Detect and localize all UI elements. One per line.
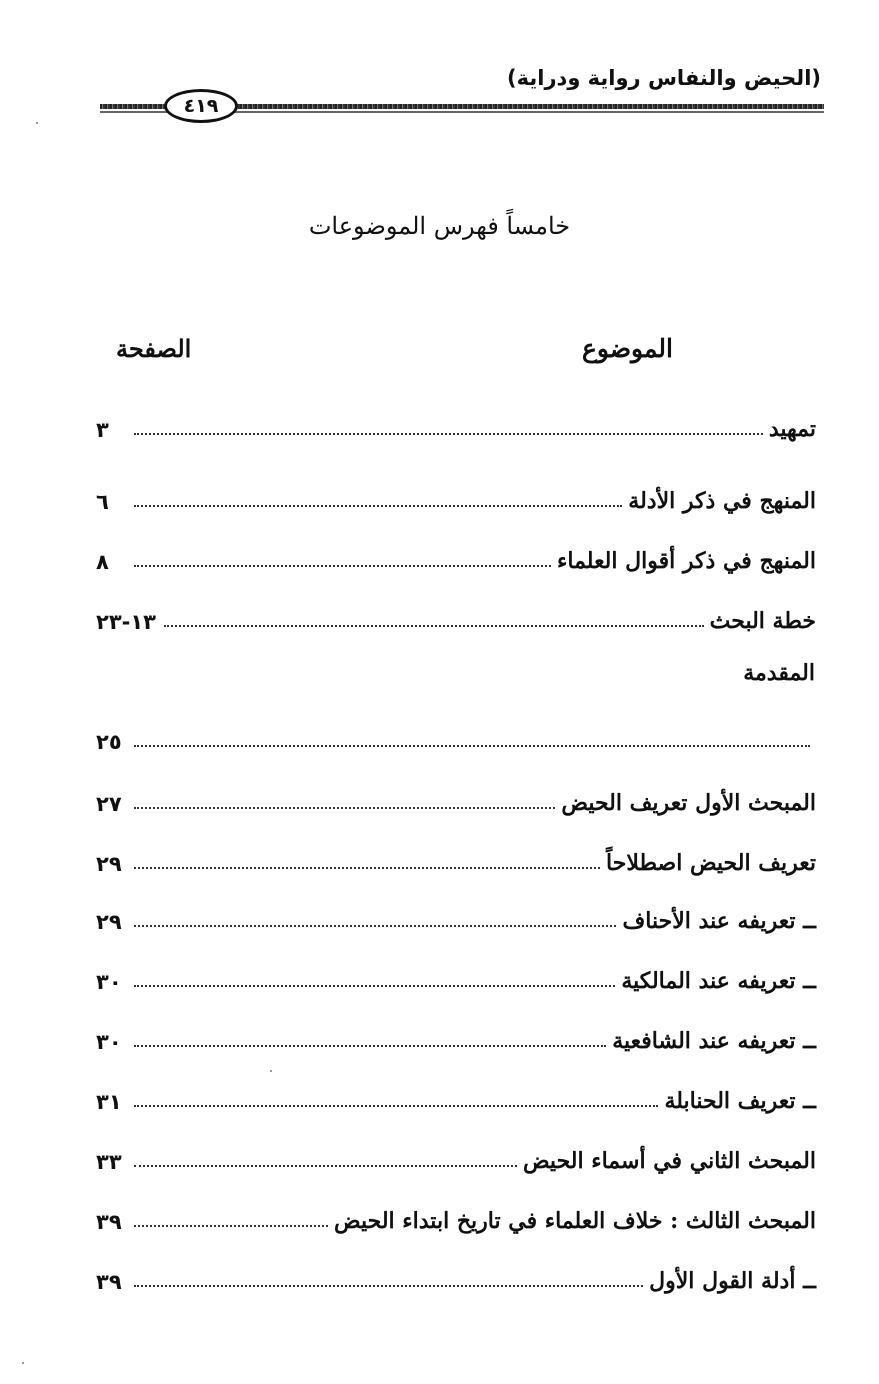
dot-leader xyxy=(134,433,763,435)
toc-entry-text: المبحث الثاني في أسماء الحيض xyxy=(522,1148,816,1174)
dot-leader xyxy=(134,1105,658,1107)
dot-leader xyxy=(134,505,622,507)
toc-entry xyxy=(96,1256,816,1294)
toc-entry-page: ٣٩ xyxy=(96,1210,122,1234)
toc-entry-text: تمهيد xyxy=(768,416,816,442)
toc-entry-page: ٣٩ xyxy=(96,1270,122,1294)
toc-entry xyxy=(96,596,816,634)
toc-entry-page: ٨ xyxy=(96,550,109,574)
toc-entry-text: ــ تعريفه عند الشافعية xyxy=(612,1028,816,1054)
toc-entry xyxy=(96,956,816,994)
toc-entry xyxy=(96,778,816,816)
toc-entry-text: المبحث الثالث : خلاف العلماء في تاريخ ابتداء الحيض xyxy=(334,1208,816,1234)
toc-entry xyxy=(96,1076,816,1114)
toc-entry-text: خطة البحث xyxy=(709,608,816,634)
toc-entry xyxy=(96,536,816,574)
toc-entry-page: ٢٩ xyxy=(96,852,122,876)
toc-entry xyxy=(96,716,816,754)
dot-leader xyxy=(134,745,810,747)
toc-entry-text: ــ تعريف الحنابلة xyxy=(664,1088,816,1114)
toc-entry-page: ٢٥ xyxy=(96,730,122,754)
toc-entry-text: المنهج في ذكر أقوال العلماء xyxy=(557,548,816,574)
dot-leader xyxy=(134,807,555,809)
toc-entry-page: ٦ xyxy=(96,490,109,514)
toc-entry-page: ٣٠ xyxy=(96,1030,122,1054)
toc-entry xyxy=(96,1196,816,1234)
dot-leader xyxy=(134,925,616,927)
toc-entry-text: ــ تعريفه عند الأحناف xyxy=(622,908,816,934)
section-title: خامساً فهرس الموضوعات xyxy=(308,212,571,240)
toc-entry-page: ٢٧ xyxy=(96,792,122,816)
toc-entry-page: ٣١ xyxy=(96,1090,122,1114)
scan-speck xyxy=(22,1362,24,1364)
dot-leader xyxy=(134,1045,606,1047)
toc-entry-text: المبحث الأول تعريف الحيض xyxy=(561,790,816,816)
toc-entry-text: تعريف الحيض اصطلاحاً xyxy=(606,850,816,876)
scan-speck xyxy=(270,1070,272,1072)
dot-leader xyxy=(134,1285,643,1287)
running-title: (الحيض والنفاس رواية ودراية) xyxy=(507,66,821,90)
toc-entry xyxy=(96,896,816,934)
dot-leader xyxy=(164,625,704,627)
toc-entry xyxy=(96,476,816,514)
toc-entry-page: ٣٣ xyxy=(96,1150,122,1174)
toc-entry-text: ــ أدلة القول الأول xyxy=(649,1268,816,1294)
toc-entry xyxy=(96,1136,816,1174)
toc-entry-text: المنهج في ذكر الأدلة xyxy=(628,488,816,514)
dot-leader xyxy=(134,1165,517,1167)
toc-entry-page: ٣ xyxy=(96,418,109,442)
toc-entry-text: ــ تعريفه عند المالكية xyxy=(621,968,816,994)
toc-entry-page: ١٣-٢٣ xyxy=(96,610,156,634)
toc-entry-page: ٢٩ xyxy=(96,910,122,934)
column-header-subject: الموضوع xyxy=(582,334,673,363)
page-number-text: ٤١٩ xyxy=(183,95,219,117)
toc-entry xyxy=(96,404,816,442)
dot-leader xyxy=(134,565,551,567)
dot-leader xyxy=(134,867,600,869)
scan-speck xyxy=(36,122,38,124)
toc-subheading: المقدمة xyxy=(743,660,815,686)
column-header-page: الصفحة xyxy=(116,334,192,363)
toc-entry xyxy=(96,838,816,876)
toc-entry xyxy=(96,1016,816,1054)
dot-leader xyxy=(134,985,615,987)
dot-leader xyxy=(134,1225,328,1227)
toc-entry-page: ٣٠ xyxy=(96,970,122,994)
page-number xyxy=(164,89,238,123)
